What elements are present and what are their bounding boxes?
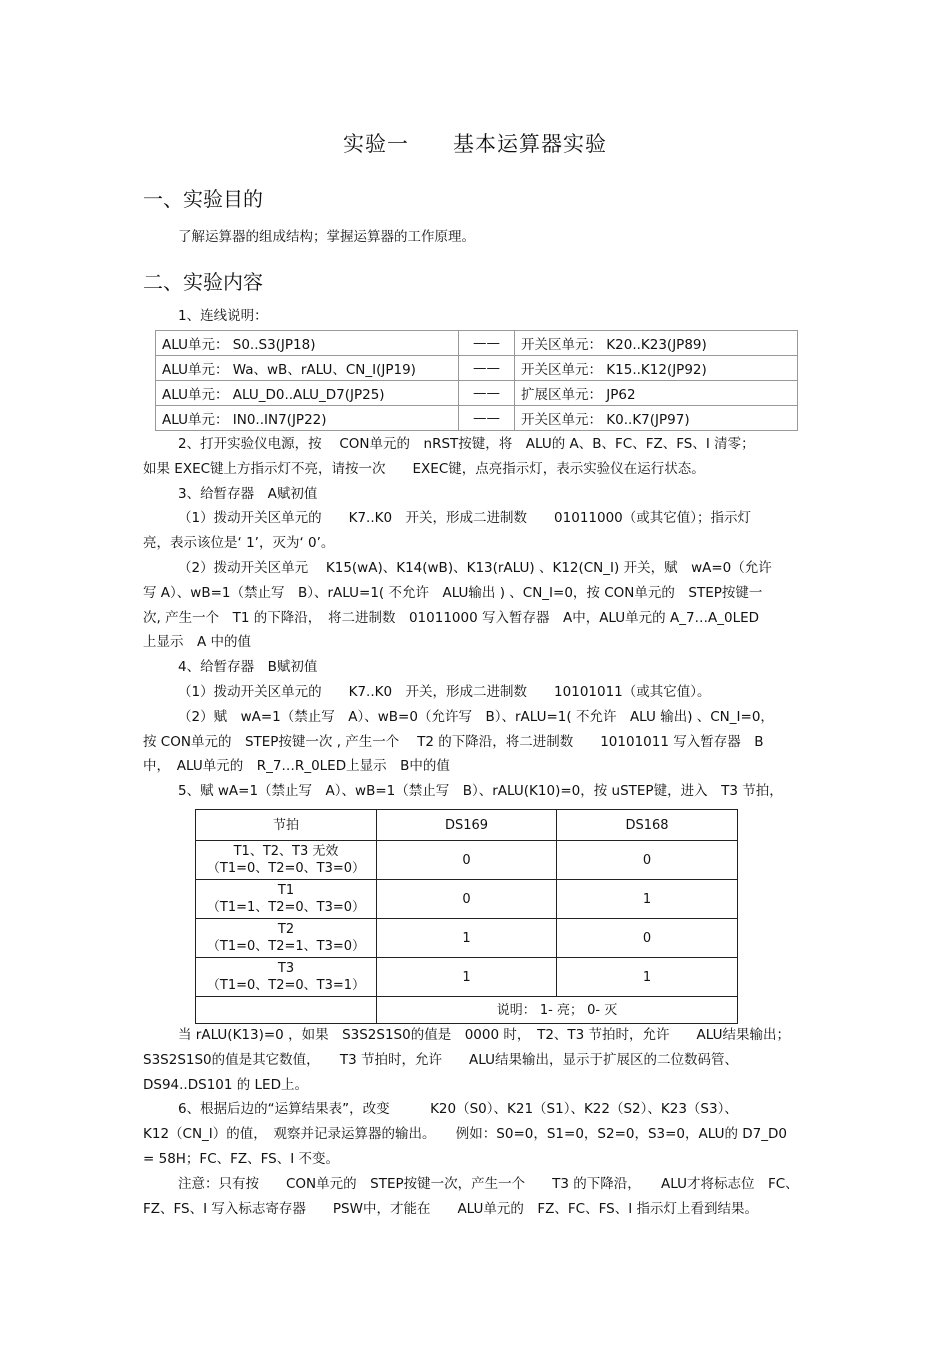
wiring-cell: ALU单元： S0..S3(JP18) <box>156 331 459 356</box>
section-heading-content: 二、实验内容 <box>143 270 263 294</box>
beat-note-row <box>196 997 738 1024</box>
beat-row <box>196 958 738 997</box>
wiring-cell: ALU单元： IN0..IN7(JP22) <box>156 406 459 431</box>
wiring-label: 1、连线说明： <box>178 308 268 324</box>
text-line: 5、赋 wA=1（禁止写 A）、wB=1（禁止写 B）、rALU(K10)=0，按 uSTEP键，进入 T3 节拍， <box>178 783 783 800</box>
wiring-row <box>156 331 798 356</box>
text-line: 注意：只有按 CON单元的 STEP按键一次，产生一个 T3 的下降沿， ALU才将标志位 FC、 <box>178 1175 799 1192</box>
beat-cell <box>196 958 377 997</box>
text-line: 次, 产生一个 T1 的下降沿， 将二进制数 01011000 写入暂存器 A中，ALU单元的 A_7…A_0LED <box>143 609 760 626</box>
wiring-table <box>155 330 798 431</box>
wiring-connector: —— <box>459 331 515 356</box>
beat-name: T2 <box>277 922 295 937</box>
text-line: = 58H；FC、FZ、FS、I 不变。 <box>143 1151 340 1167</box>
wiring-row <box>156 406 798 431</box>
text-line: 中， ALU单元的 R_7…R_0LED上显示 B中的值 <box>143 758 450 775</box>
text-line: 当 rALU(K13)=0 ，如果 S3S2S1S0的值是 0000 时， T2、T3 节拍时，允许 ALU结果输出； <box>178 1027 791 1043</box>
text-line: K12（CN_I）的值， 观察并记录运算器的输出。 例如：S0=0，S1=0，S2=0，S3=0，ALU的 D7_D0 <box>143 1126 787 1143</box>
wiring-connector: —— <box>459 381 515 406</box>
page-title: 实验一 基本运算器实验 <box>343 132 607 156</box>
wiring-cell: ALU单元： Wa、wB、rALU、CN_I(JP19) <box>156 356 459 381</box>
beat-table-header <box>196 810 738 841</box>
beat-name: T1、T2、T3 无效 <box>233 844 339 859</box>
wiring-row <box>156 381 798 406</box>
wiring-cell: 扩展区单元： JP62 <box>515 381 798 406</box>
beat-row <box>196 919 738 958</box>
text-line: 6、根据后边的“运算结果表”，改变 K20（S0）、K21（S1）、K22（S2）、K23（S3）、 <box>178 1101 738 1118</box>
header-cell: DS168 <box>557 810 738 841</box>
ds168-value: 1 <box>557 958 738 997</box>
text-line: DS94..DS101 的 LED上。 <box>143 1076 308 1093</box>
text-line: FZ、FS、I 写入标志寄存器 PSW中，才能在 ALU单元的 FZ、FC、FS、I 指示灯上看到结果。 <box>143 1200 758 1217</box>
text-line: 如果 EXEC键上方指示灯不亮，请按一次 EXEC键，点亮指示灯，表示实验仪在运行状态。 <box>143 460 705 477</box>
text-line: 4、给暂存器 B赋初值 <box>178 659 318 676</box>
text-line: （1）拨动开关区单元的 K7..K0 开关，形成二进制数 10101011（或其它值）。 <box>178 684 711 700</box>
beat-name: T3 <box>277 961 295 976</box>
text-line: 上显示 A 中的值 <box>143 634 252 651</box>
beat-cell <box>196 919 377 958</box>
section-heading-purpose: 一、实验目的 <box>143 187 263 211</box>
wiring-cell: 开关区单元： K15..K12(JP92) <box>515 356 798 381</box>
text-line: 3、给暂存器 A赋初值 <box>178 485 318 502</box>
text-line: （2）赋 wA=1（禁止写 A）、wB=0（允许写 B）、rALU=1( 不允许 ALU 输出) 、CN_I=0， <box>178 708 774 725</box>
beat-cell <box>196 880 377 919</box>
text-line: S3S2S1S0的值是其它数值， T3 节拍时，允许 ALU结果输出，显示于扩展区的二位数码管、 <box>143 1051 738 1068</box>
wiring-row <box>156 356 798 381</box>
beat-cell <box>196 841 377 880</box>
wiring-cell: ALU单元： ALU_D0..ALU_D7(JP25) <box>156 381 459 406</box>
beat-condition: （T1=1、T2=0、T3=0） <box>206 900 366 915</box>
beat-row <box>196 841 738 880</box>
beat-condition: （T1=0、T2=1、T3=0） <box>206 939 366 954</box>
beat-row <box>196 880 738 919</box>
beat-name: T1 <box>277 883 295 898</box>
text-line: 亮，表示该位是‘ 1’，灭为‘ 0’。 <box>143 535 335 552</box>
beat-condition: （T1=0、T2=0、T3=0） <box>206 861 366 876</box>
beat-table <box>195 809 738 1024</box>
text-line: 2、打开实验仪电源，按 CON单元的 nRST按键，将 ALU的 A、B、FC、FZ、FS、I 清零； <box>178 436 755 452</box>
empty-cell <box>196 997 377 1024</box>
text-line: 写 A）、wB=1（禁止写 B）、rALU=1( 不允许 ALU输出 ) 、CN_I=0，按 CON单元的 STEP按键一 <box>143 584 763 601</box>
wiring-cell: 开关区单元： K20..K23(JP89) <box>515 331 798 356</box>
ds168-value: 1 <box>557 880 738 919</box>
ds169-value: 0 <box>377 841 557 880</box>
beat-condition: （T1=0、T2=0、T3=1） <box>206 978 366 993</box>
text-line: （1）拨动开关区单元的 K7..K0 开关，形成二进制数 01011000（或其它值）；指示灯 <box>178 510 752 527</box>
text-line: 按 CON单元的 STEP按键一次 , 产生一个 T2 的下降沿，将二进制数 10101011 写入暂存器 B <box>143 733 764 750</box>
wiring-cell: 开关区单元： K0..K7(JP97) <box>515 406 798 431</box>
header-cell: DS169 <box>377 810 557 841</box>
ds169-value: 1 <box>377 919 557 958</box>
ds168-value: 0 <box>557 841 738 880</box>
ds169-value: 0 <box>377 880 557 919</box>
purpose-text: 了解运算器的组成结构；掌握运算器的工作原理。 <box>178 229 475 245</box>
wiring-connector: —— <box>459 356 515 381</box>
legend-note: 说明： 1- 亮； 0- 灭 <box>377 997 738 1024</box>
ds168-value: 0 <box>557 919 738 958</box>
wiring-connector: —— <box>459 406 515 431</box>
header-cell: 节拍 <box>196 810 377 841</box>
text-line: （2）拨动开关区单元 K15(wA)、K14(wB)、K13(rALU) 、K12(CN_I) 开关，赋 wA=0（允许 <box>178 560 772 576</box>
ds169-value: 1 <box>377 958 557 997</box>
